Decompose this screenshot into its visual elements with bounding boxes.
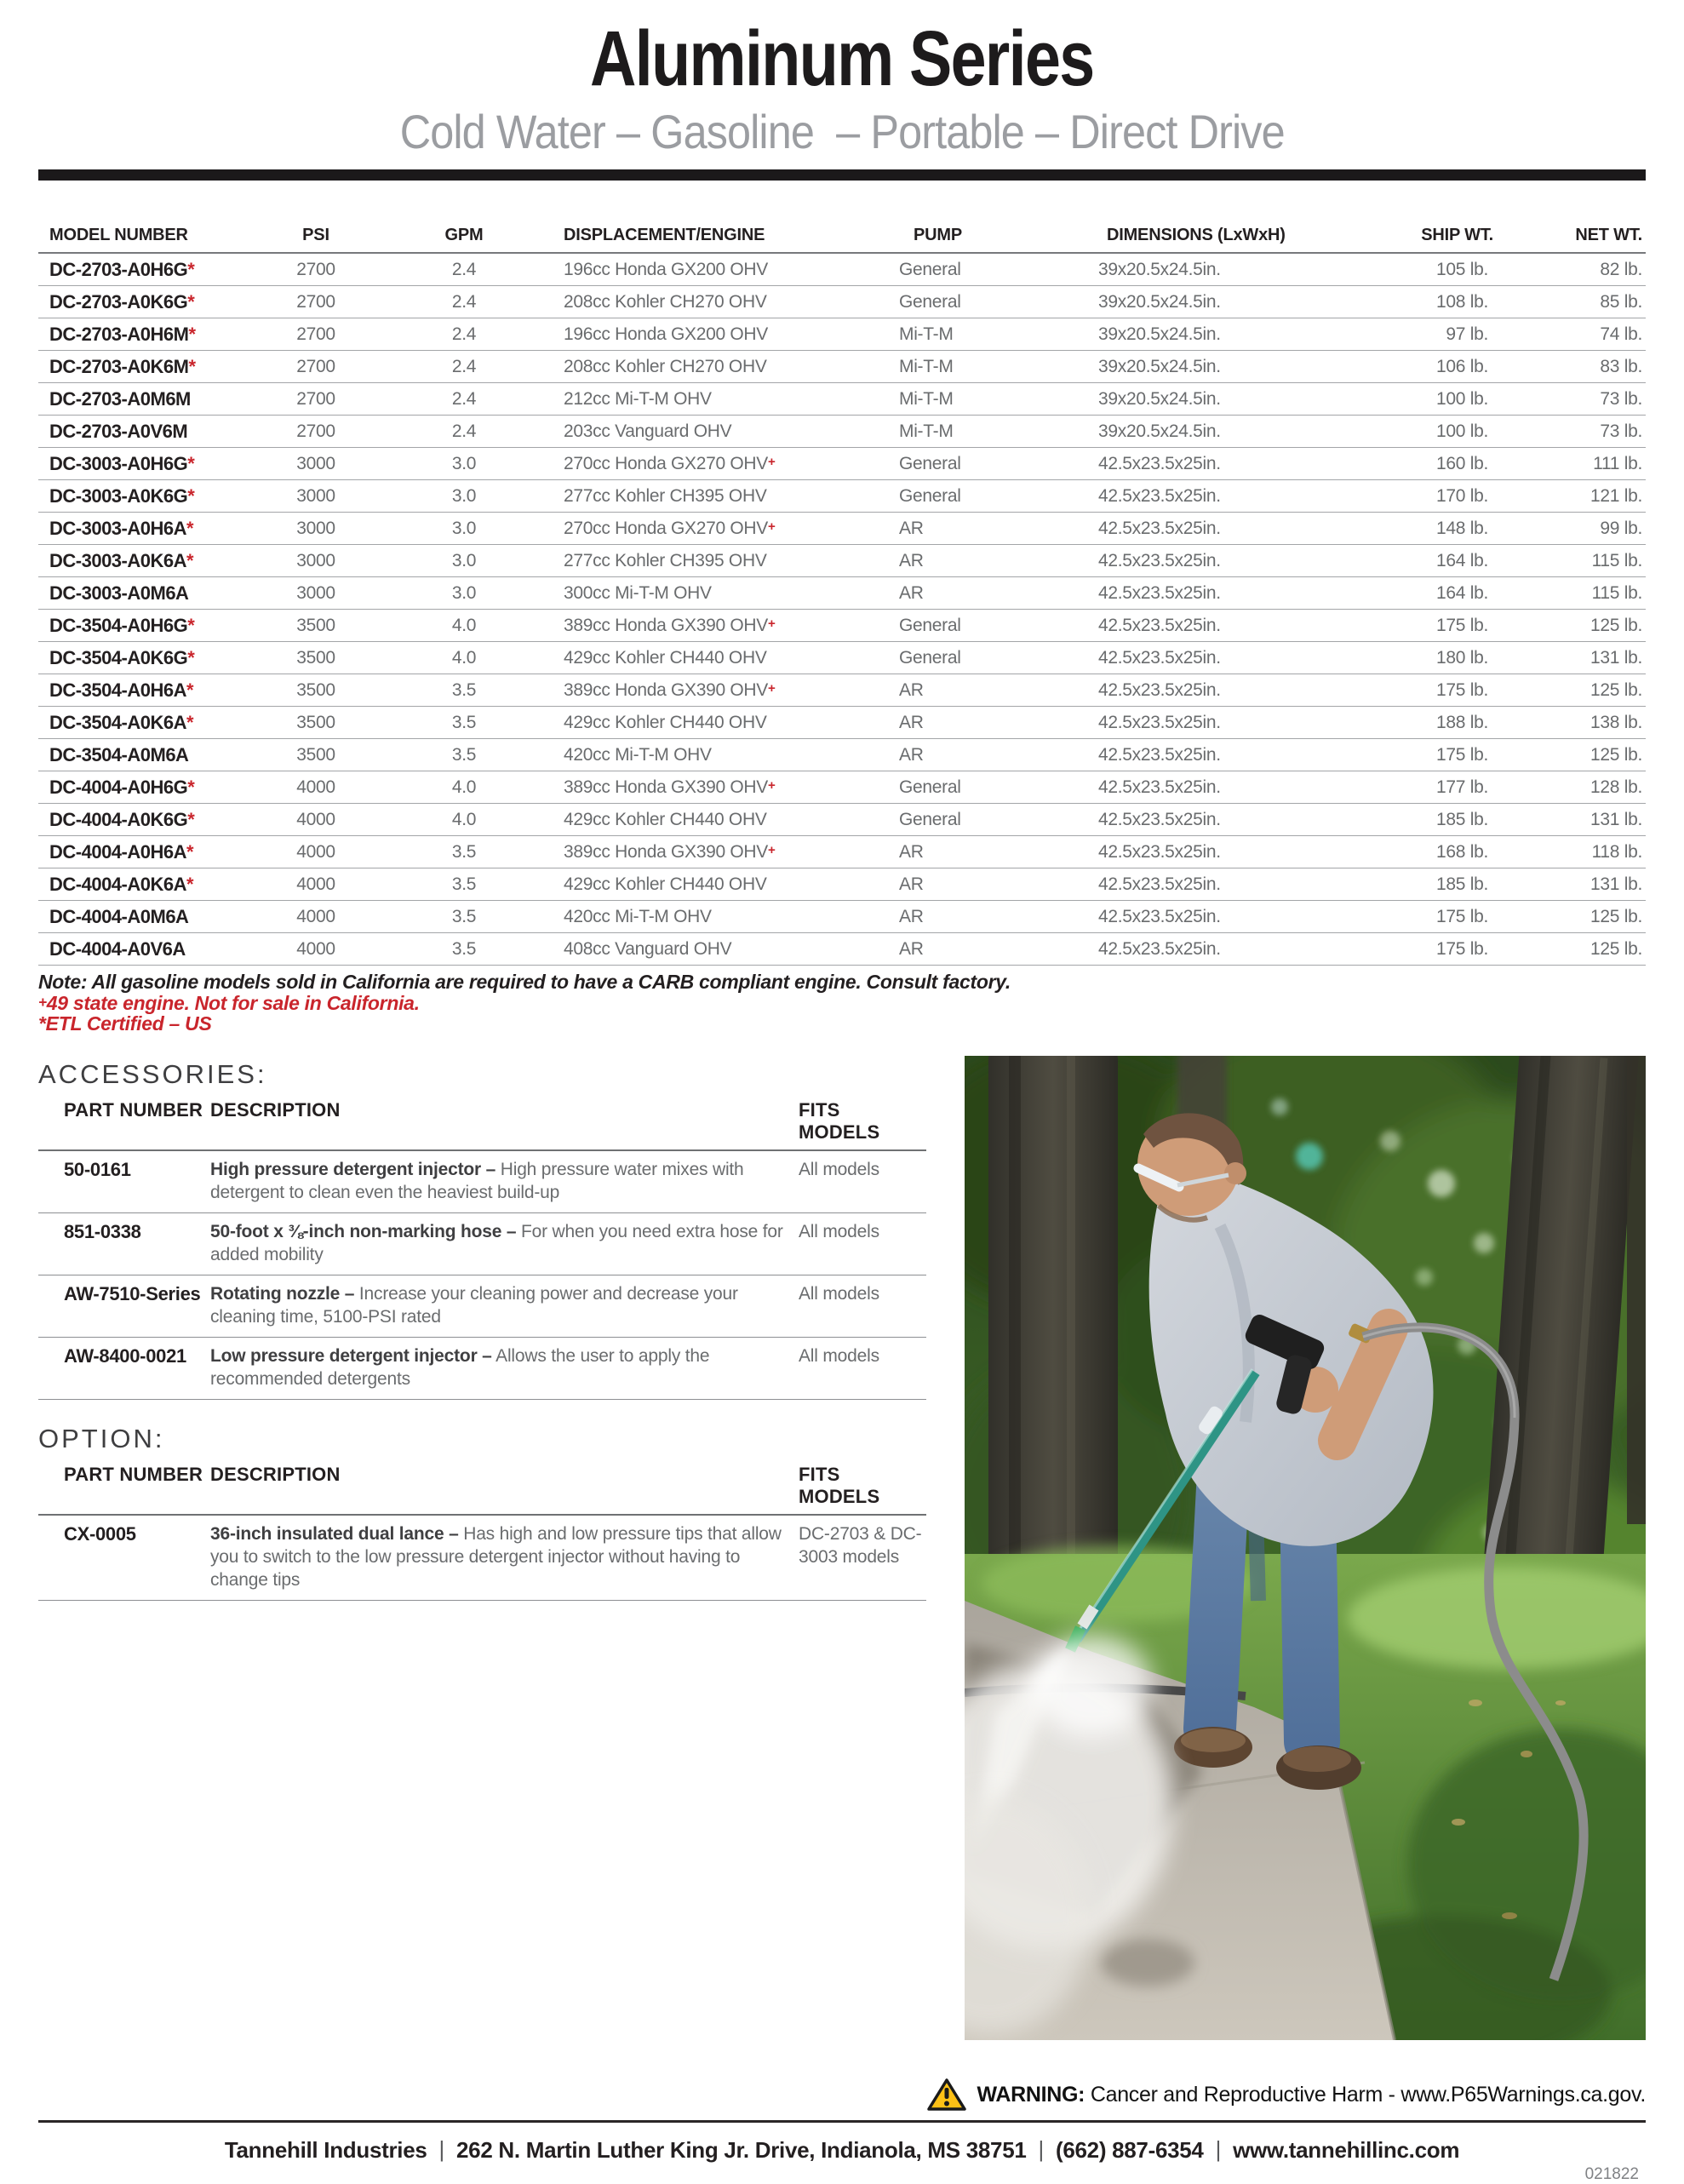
spec-row — [38, 254, 1646, 286]
spec-cell-engine: 420cc Mi-T-M OHV — [564, 744, 712, 765]
spec-cell-engine: 270cc Honda GX270 OHV+ — [564, 518, 776, 538]
spec-cell-gpm: 3.5 — [451, 938, 477, 959]
etl-asterisk: * — [187, 614, 195, 636]
spec-cell-engine: 270cc Honda GX270 OHV+ — [564, 453, 776, 473]
spec-cell-model: DC-3003-A0H6A* — [49, 517, 194, 539]
spec-cell-net-wt: 99 lb. — [1600, 518, 1642, 538]
spec-cell-gpm: 3.5 — [451, 841, 477, 862]
doc-code: 021822 — [1584, 2165, 1639, 2184]
spec-sheet-page — [38, 0, 1646, 2184]
state-engine-plus: + — [768, 616, 776, 631]
spec-cell-dimensions: 42.5x23.5x25in. — [1098, 518, 1221, 538]
col-header-pump: PUMP — [914, 226, 962, 245]
etl-asterisk: * — [187, 808, 195, 830]
spec-cell-dimensions: 39x20.5x24.5in. — [1098, 291, 1221, 312]
spec-row — [38, 351, 1646, 383]
footer-segment: www.tannehillinc.com — [1233, 2137, 1460, 2164]
spec-cell-gpm: 3.5 — [451, 874, 477, 894]
spec-cell-psi: 2700 — [296, 259, 335, 279]
spec-cell-net-wt: 74 lb. — [1600, 324, 1642, 344]
spec-cell-model: DC-4004-A0H6G* — [49, 776, 195, 798]
spec-cell-net-wt: 125 lb. — [1590, 744, 1642, 765]
accessories-and-option-column — [38, 1061, 926, 1601]
spec-cell-gpm: 4.0 — [451, 615, 477, 635]
spec-row — [38, 804, 1646, 836]
accessories-table-header — [38, 1099, 926, 1151]
spec-cell-model: DC-4004-A0M6A — [49, 905, 189, 927]
spec-cell-gpm: 3.0 — [451, 453, 477, 473]
spec-cell-model: DC-3003-A0M6A — [49, 582, 189, 604]
spec-cell-model: DC-3504-A0K6G* — [49, 646, 195, 668]
description-lead: High pressure detergent injector – — [210, 1160, 496, 1180]
spec-row — [38, 416, 1646, 448]
spec-cell-gpm: 2.4 — [451, 291, 477, 312]
spec-row — [38, 545, 1646, 577]
spec-cell-dimensions: 42.5x23.5x25in. — [1098, 744, 1221, 765]
spec-cell-ship-wt: 100 lb. — [1436, 388, 1488, 409]
cell-fits-models: DC-2703 & DC-3003 models — [799, 1524, 922, 1568]
spec-cell-pump: Mi-T-M — [899, 356, 954, 376]
spec-cell-dimensions: 42.5x23.5x25in. — [1098, 615, 1221, 635]
cell-fits-models: All models — [799, 1346, 879, 1367]
spec-cell-pump: General — [899, 647, 961, 668]
spec-cell-net-wt: 118 lb. — [1591, 841, 1642, 862]
spec-cell-ship-wt: 168 lb. — [1436, 841, 1488, 862]
spec-cell-engine: 196cc Honda GX200 OHV — [564, 259, 769, 279]
spec-cell-dimensions: 39x20.5x24.5in. — [1098, 324, 1221, 344]
spec-cell-psi: 2700 — [296, 291, 335, 312]
spec-cell-pump: Mi-T-M — [899, 388, 954, 409]
note-etl-certified: *ETL Certified – US — [38, 1012, 212, 1035]
spec-row — [38, 901, 1646, 933]
spec-cell-pump: General — [899, 453, 961, 473]
spec-cell-ship-wt: 108 lb. — [1436, 291, 1488, 312]
description-lead: 36-inch insulated dual lance – — [210, 1524, 459, 1545]
etl-asterisk: * — [188, 323, 196, 345]
spec-cell-gpm: 3.5 — [451, 906, 477, 926]
spec-cell-ship-wt: 175 lb. — [1436, 615, 1488, 635]
spec-cell-pump: General — [899, 259, 961, 279]
spec-cell-psi: 3500 — [296, 615, 335, 635]
spec-cell-psi: 3000 — [296, 518, 335, 538]
accessories-heading: ACCESSORIES: — [38, 1059, 267, 1090]
spec-cell-ship-wt: 177 lb. — [1436, 777, 1488, 797]
spec-cell-net-wt: 131 lb. — [1590, 874, 1642, 894]
spec-row — [38, 933, 1646, 966]
spec-cell-model: DC-2703-A0K6G* — [49, 290, 195, 312]
spec-cell-engine: 429cc Kohler CH440 OHV — [564, 809, 767, 829]
spec-cell-model: DC-2703-A0V6M — [49, 420, 188, 442]
spec-cell-net-wt: 128 lb. — [1590, 777, 1642, 797]
spec-cell-pump: AR — [899, 906, 924, 926]
spec-row — [38, 771, 1646, 804]
cell-fits-models: All models — [799, 1222, 879, 1242]
footer-separator: | — [1038, 2136, 1044, 2163]
spec-cell-model: DC-2703-A0H6M* — [49, 323, 196, 345]
spec-row — [38, 286, 1646, 318]
spec-row — [38, 318, 1646, 351]
spec-cell-model: DC-3003-A0K6G* — [49, 484, 195, 507]
spec-table-body — [38, 254, 1646, 966]
note-49-state: +49 state engine. Not for sale in California. — [38, 992, 420, 1015]
spec-cell-ship-wt: 175 lb. — [1436, 938, 1488, 959]
spec-cell-model: DC-3504-A0M6A — [49, 743, 189, 765]
spec-cell-engine: 196cc Honda GX200 OHV — [564, 324, 769, 344]
spec-cell-ship-wt: 160 lb. — [1436, 453, 1488, 473]
spec-cell-engine: 277cc Kohler CH395 OHV — [564, 485, 767, 506]
spec-cell-pump: Mi-T-M — [899, 421, 954, 441]
spec-cell-ship-wt: 175 lb. — [1436, 744, 1488, 765]
page-subtitle: Cold Water – Gasoline – Portable – Direct Drive — [399, 105, 1285, 159]
accessory-row — [38, 1151, 926, 1213]
option-table-header — [38, 1464, 926, 1516]
spec-cell-gpm: 4.0 — [451, 777, 477, 797]
cell-part-number: AW-7510-Series — [64, 1283, 201, 1305]
spec-cell-net-wt: 115 lb. — [1591, 550, 1642, 570]
spec-cell-gpm: 3.0 — [451, 485, 477, 506]
footer-separator: | — [1215, 2136, 1222, 2163]
footnotes — [38, 972, 1646, 1034]
spec-cell-ship-wt: 170 lb. — [1436, 485, 1488, 506]
p65-warning — [38, 2076, 1646, 2113]
spec-cell-pump: General — [899, 777, 961, 797]
spec-cell-dimensions: 42.5x23.5x25in. — [1098, 679, 1221, 700]
spec-cell-ship-wt: 100 lb. — [1436, 421, 1488, 441]
spec-cell-psi: 4000 — [296, 874, 335, 894]
spec-cell-model: DC-2703-A0K6M* — [49, 355, 196, 377]
spec-cell-ship-wt: 185 lb. — [1436, 874, 1488, 894]
cell-fits-models: All models — [799, 1284, 879, 1304]
spec-cell-engine: 208cc Kohler CH270 OHV — [564, 356, 767, 376]
spec-cell-model: DC-3504-A0H6G* — [49, 614, 195, 636]
spec-cell-psi: 3000 — [296, 582, 335, 603]
warning-text: WARNING: Cancer and Reproductive Harm - www.P65Warnings.ca.gov. — [977, 2082, 1646, 2107]
col-header-net-wt: NET WT. — [1575, 226, 1642, 245]
state-engine-plus: + — [768, 454, 776, 469]
header-divider-bar — [38, 169, 1646, 181]
spec-cell-net-wt: 125 lb. — [1590, 938, 1642, 959]
cell-description: 36-inch insulated dual lance – Has high and low pressure tips that allow you to switch to the low pressure detergent injector without having to change tips — [210, 1524, 782, 1591]
description-lead: Rotating nozzle – — [210, 1284, 355, 1304]
cell-description: 50-foot x ⅜-inch non-marking hose – For when you need extra hose for added mobility — [210, 1222, 783, 1265]
spec-row — [38, 448, 1646, 480]
spec-cell-psi: 4000 — [296, 841, 335, 862]
right-boot-top — [1283, 1746, 1351, 1772]
cell-description: High pressure detergent injector – High pressure water mixes with detergent to clean even the heaviest build-up — [210, 1160, 744, 1203]
etl-asterisk: * — [187, 452, 195, 474]
spec-cell-engine: 389cc Honda GX390 OHV+ — [564, 615, 776, 635]
state-engine-plus: + — [768, 680, 776, 696]
description-lead: 50-foot x ⅜-inch non-marking hose – — [210, 1222, 517, 1242]
etl-asterisk: * — [186, 517, 194, 539]
spec-cell-engine: 429cc Kohler CH440 OHV — [564, 874, 767, 894]
spec-cell-model: DC-3003-A0K6A* — [49, 549, 194, 571]
spec-cell-ship-wt: 175 lb. — [1436, 679, 1488, 700]
spec-cell-dimensions: 39x20.5x24.5in. — [1098, 421, 1221, 441]
cell-part-number: AW-8400-0021 — [64, 1345, 186, 1367]
spec-cell-model: DC-3504-A0H6A* — [49, 679, 194, 701]
spec-cell-pump: AR — [899, 744, 924, 765]
spec-cell-pump: AR — [899, 874, 924, 894]
spec-cell-net-wt: 125 lb. — [1590, 906, 1642, 926]
spec-cell-net-wt: 115 lb. — [1591, 582, 1642, 603]
cell-description: Low pressure detergent injector – Allows the user to apply the recommended detergents — [210, 1346, 710, 1390]
spec-cell-engine: 300cc Mi-T-M OHV — [564, 582, 712, 603]
header — [38, 15, 1646, 102]
etl-asterisk: * — [187, 258, 195, 280]
spec-cell-net-wt: 73 lb. — [1600, 421, 1642, 441]
option-heading: OPTION: — [38, 1424, 165, 1454]
etl-asterisk: * — [187, 290, 195, 312]
spec-row — [38, 642, 1646, 674]
cell-part-number: 851-0338 — [64, 1221, 141, 1243]
col-header-part-number: PART NUMBER — [64, 1464, 203, 1486]
spec-cell-pump: General — [899, 291, 961, 312]
spec-cell-dimensions: 42.5x23.5x25in. — [1098, 874, 1221, 894]
spec-cell-net-wt: 83 lb. — [1600, 356, 1642, 376]
spec-row — [38, 836, 1646, 868]
spec-row — [38, 577, 1646, 610]
spec-cell-gpm: 2.4 — [451, 421, 477, 441]
spec-cell-gpm: 2.4 — [451, 356, 477, 376]
spec-cell-ship-wt: 185 lb. — [1436, 809, 1488, 829]
cell-part-number: CX-0005 — [64, 1523, 136, 1545]
option-table-body — [38, 1516, 926, 1601]
spec-cell-ship-wt: 148 lb. — [1436, 518, 1488, 538]
spec-cell-engine: 408cc Vanguard OHV — [564, 938, 732, 959]
footer-segment: 262 N. Martin Luther King Jr. Drive, Indianola, MS 38751 — [456, 2137, 1027, 2164]
spec-cell-dimensions: 42.5x23.5x25in. — [1098, 841, 1221, 862]
spec-cell-net-wt: 121 lb. — [1590, 485, 1642, 506]
accessory-row — [38, 1213, 926, 1275]
spec-row — [38, 868, 1646, 901]
cell-part-number: 50-0161 — [64, 1159, 131, 1181]
spec-cell-pump: AR — [899, 938, 924, 959]
etl-asterisk: * — [187, 646, 195, 668]
col-header-psi: PSI — [302, 226, 329, 245]
spec-cell-psi: 2700 — [296, 324, 335, 344]
spec-cell-pump: General — [899, 615, 961, 635]
col-header-dimensions: DIMENSIONS (LxWxH) — [1107, 226, 1286, 245]
spec-row — [38, 383, 1646, 416]
spec-cell-engine: 212cc Mi-T-M OHV — [564, 388, 712, 409]
spec-cell-engine: 389cc Honda GX390 OHV+ — [564, 841, 776, 862]
cell-description: Rotating nozzle – Increase your cleaning power and decrease your cleaning time, 5100-PSI rated — [210, 1284, 738, 1327]
spec-row — [38, 674, 1646, 707]
spec-cell-pump: AR — [899, 582, 924, 603]
spec-cell-engine: 208cc Kohler CH270 OHV — [564, 291, 767, 312]
spec-row — [38, 610, 1646, 642]
spec-cell-gpm: 4.0 — [451, 647, 477, 668]
spec-cell-engine: 429cc Kohler CH440 OHV — [564, 647, 767, 668]
outdoor-pressure-washing-scene — [965, 1056, 1646, 2040]
spec-cell-model: DC-2703-A0H6G* — [49, 258, 195, 280]
accessories-table-body — [38, 1151, 926, 1400]
spec-row — [38, 513, 1646, 545]
col-header-displacement-engine: DISPLACEMENT/ENGINE — [564, 226, 765, 245]
option-block — [38, 1425, 926, 1601]
spec-cell-psi: 4000 — [296, 809, 335, 829]
spec-cell-net-wt: 85 lb. — [1600, 291, 1642, 312]
spec-cell-gpm: 3.5 — [451, 712, 477, 732]
spec-cell-engine: 420cc Mi-T-M OHV — [564, 906, 712, 926]
col-header-fits-models: FITS MODELS — [799, 1099, 880, 1144]
spec-cell-engine: 389cc Honda GX390 OHV+ — [564, 777, 776, 797]
spec-cell-gpm: 2.4 — [451, 259, 477, 279]
footer-segment: (662) 887-6354 — [1055, 2137, 1204, 2164]
spec-cell-net-wt: 125 lb. — [1590, 679, 1642, 700]
product-photo — [965, 1056, 1646, 2040]
spec-cell-pump: AR — [899, 518, 924, 538]
spec-cell-pump: Mi-T-M — [899, 324, 954, 344]
state-engine-plus: + — [768, 777, 776, 793]
spec-cell-psi: 4000 — [296, 906, 335, 926]
spec-cell-psi: 2700 — [296, 421, 335, 441]
spec-cell-net-wt: 73 lb. — [1600, 388, 1642, 409]
etl-asterisk: * — [186, 711, 194, 733]
col-header-part-number: PART NUMBER — [64, 1099, 203, 1121]
spec-cell-dimensions: 42.5x23.5x25in. — [1098, 712, 1221, 732]
spec-cell-dimensions: 42.5x23.5x25in. — [1098, 453, 1221, 473]
etl-asterisk: * — [186, 873, 194, 895]
spec-cell-gpm: 2.4 — [451, 324, 477, 344]
state-engine-plus: + — [768, 842, 776, 857]
col-header-fits-models: FITS MODELS — [799, 1464, 880, 1508]
spec-cell-gpm: 4.0 — [451, 809, 477, 829]
footer-separator: | — [438, 2136, 444, 2163]
spec-cell-gpm: 3.0 — [451, 582, 477, 603]
spec-cell-pump: AR — [899, 841, 924, 862]
spec-cell-dimensions: 42.5x23.5x25in. — [1098, 938, 1221, 959]
spec-cell-model: DC-3504-A0K6A* — [49, 711, 194, 733]
spec-cell-dimensions: 42.5x23.5x25in. — [1098, 485, 1221, 506]
spec-cell-dimensions: 42.5x23.5x25in. — [1098, 906, 1221, 926]
accessory-row — [38, 1516, 926, 1601]
footer-segment: Tannehill Industries — [224, 2137, 427, 2164]
spec-cell-ship-wt: 105 lb. — [1436, 259, 1488, 279]
spec-cell-model: DC-4004-A0K6A* — [49, 873, 194, 895]
spec-cell-dimensions: 39x20.5x24.5in. — [1098, 388, 1221, 409]
col-header-gpm: GPM — [444, 226, 484, 245]
spec-cell-model: DC-4004-A0K6G* — [49, 808, 195, 830]
etl-asterisk: * — [188, 355, 196, 377]
spec-cell-psi: 3000 — [296, 550, 335, 570]
spec-cell-psi: 3000 — [296, 485, 335, 506]
spec-cell-engine: 277cc Kohler CH395 OHV — [564, 550, 767, 570]
spec-cell-ship-wt: 188 lb. — [1436, 712, 1488, 732]
spec-cell-model: DC-3003-A0H6G* — [49, 452, 195, 474]
col-header-model-number: MODEL NUMBER — [49, 226, 188, 245]
spec-cell-psi: 2700 — [296, 388, 335, 409]
subtitle-wrap — [38, 105, 1646, 159]
footer-contact-line — [38, 2137, 1646, 2164]
spec-cell-gpm: 3.0 — [451, 550, 477, 570]
col-header-ship-wt: SHIP WT. — [1421, 226, 1493, 245]
spec-cell-psi: 3000 — [296, 453, 335, 473]
spec-cell-ship-wt: 97 lb. — [1446, 324, 1488, 344]
spec-cell-net-wt: 82 lb. — [1600, 259, 1642, 279]
col-header-description: DESCRIPTION — [210, 1099, 341, 1121]
spec-cell-net-wt: 131 lb. — [1590, 647, 1642, 668]
spec-row — [38, 707, 1646, 739]
spec-cell-model: DC-2703-A0M6M — [49, 387, 191, 410]
note-carb: Note: All gasoline models sold in California are required to have a CARB compliant engine. Consult factory. — [38, 971, 1011, 994]
left-boot-top — [1181, 1728, 1246, 1752]
etl-asterisk: * — [186, 679, 194, 701]
spec-cell-gpm: 3.5 — [451, 679, 477, 700]
spec-cell-psi: 4000 — [296, 777, 335, 797]
spec-cell-dimensions: 39x20.5x24.5in. — [1098, 259, 1221, 279]
spec-cell-net-wt: 138 lb. — [1590, 712, 1642, 732]
spec-cell-ship-wt: 106 lb. — [1436, 356, 1488, 376]
spec-cell-model: DC-4004-A0V6A — [49, 937, 186, 960]
cell-fits-models: All models — [799, 1160, 879, 1180]
spec-cell-gpm: 3.0 — [451, 518, 477, 538]
page-title: Aluminum Series — [590, 15, 1094, 102]
etl-asterisk: * — [187, 776, 195, 798]
spec-cell-gpm: 3.5 — [451, 744, 477, 765]
spec-cell-dimensions: 42.5x23.5x25in. — [1098, 582, 1221, 603]
spec-cell-psi: 3500 — [296, 712, 335, 732]
spec-cell-net-wt: 111 lb. — [1593, 453, 1642, 473]
spec-row — [38, 480, 1646, 513]
spec-cell-psi: 4000 — [296, 938, 335, 959]
etl-asterisk: * — [186, 840, 194, 863]
spec-cell-psi: 3500 — [296, 679, 335, 700]
etl-asterisk: * — [187, 484, 195, 507]
description-lead: Low pressure detergent injector – — [210, 1346, 492, 1367]
spec-cell-pump: AR — [899, 679, 924, 700]
accessory-row — [38, 1275, 926, 1338]
spec-cell-ship-wt: 164 lb. — [1436, 582, 1488, 603]
spec-cell-pump: AR — [899, 712, 924, 732]
spec-cell-psi: 2700 — [296, 356, 335, 376]
spec-cell-engine: 429cc Kohler CH440 OHV — [564, 712, 767, 732]
spec-cell-ship-wt: 180 lb. — [1436, 647, 1488, 668]
spec-cell-ship-wt: 164 lb. — [1436, 550, 1488, 570]
lower-section — [38, 1061, 1646, 2040]
spec-cell-ship-wt: 175 lb. — [1436, 906, 1488, 926]
col-header-description: DESCRIPTION — [210, 1464, 341, 1486]
warning-triangle-icon — [927, 2077, 966, 2112]
spec-cell-engine: 389cc Honda GX390 OHV+ — [564, 679, 776, 700]
spec-row — [38, 739, 1646, 771]
footer-divider — [38, 2120, 1646, 2123]
spec-cell-psi: 3500 — [296, 744, 335, 765]
spec-cell-net-wt: 125 lb. — [1590, 615, 1642, 635]
spec-cell-dimensions: 39x20.5x24.5in. — [1098, 356, 1221, 376]
spec-cell-dimensions: 42.5x23.5x25in. — [1098, 809, 1221, 829]
spec-cell-pump: General — [899, 809, 961, 829]
spec-cell-pump: General — [899, 485, 961, 506]
spec-cell-engine: 203cc Vanguard OHV — [564, 421, 732, 441]
spec-cell-dimensions: 42.5x23.5x25in. — [1098, 647, 1221, 668]
spec-cell-psi: 3500 — [296, 647, 335, 668]
spec-cell-net-wt: 131 lb. — [1590, 809, 1642, 829]
spec-cell-dimensions: 42.5x23.5x25in. — [1098, 550, 1221, 570]
spec-cell-gpm: 2.4 — [451, 388, 477, 409]
spec-table-header — [38, 181, 1646, 254]
etl-asterisk: * — [186, 549, 194, 571]
accessory-row — [38, 1338, 926, 1400]
spec-cell-pump: AR — [899, 550, 924, 570]
spec-cell-dimensions: 42.5x23.5x25in. — [1098, 777, 1221, 797]
spec-cell-model: DC-4004-A0H6A* — [49, 840, 194, 863]
state-engine-plus: + — [768, 519, 776, 534]
